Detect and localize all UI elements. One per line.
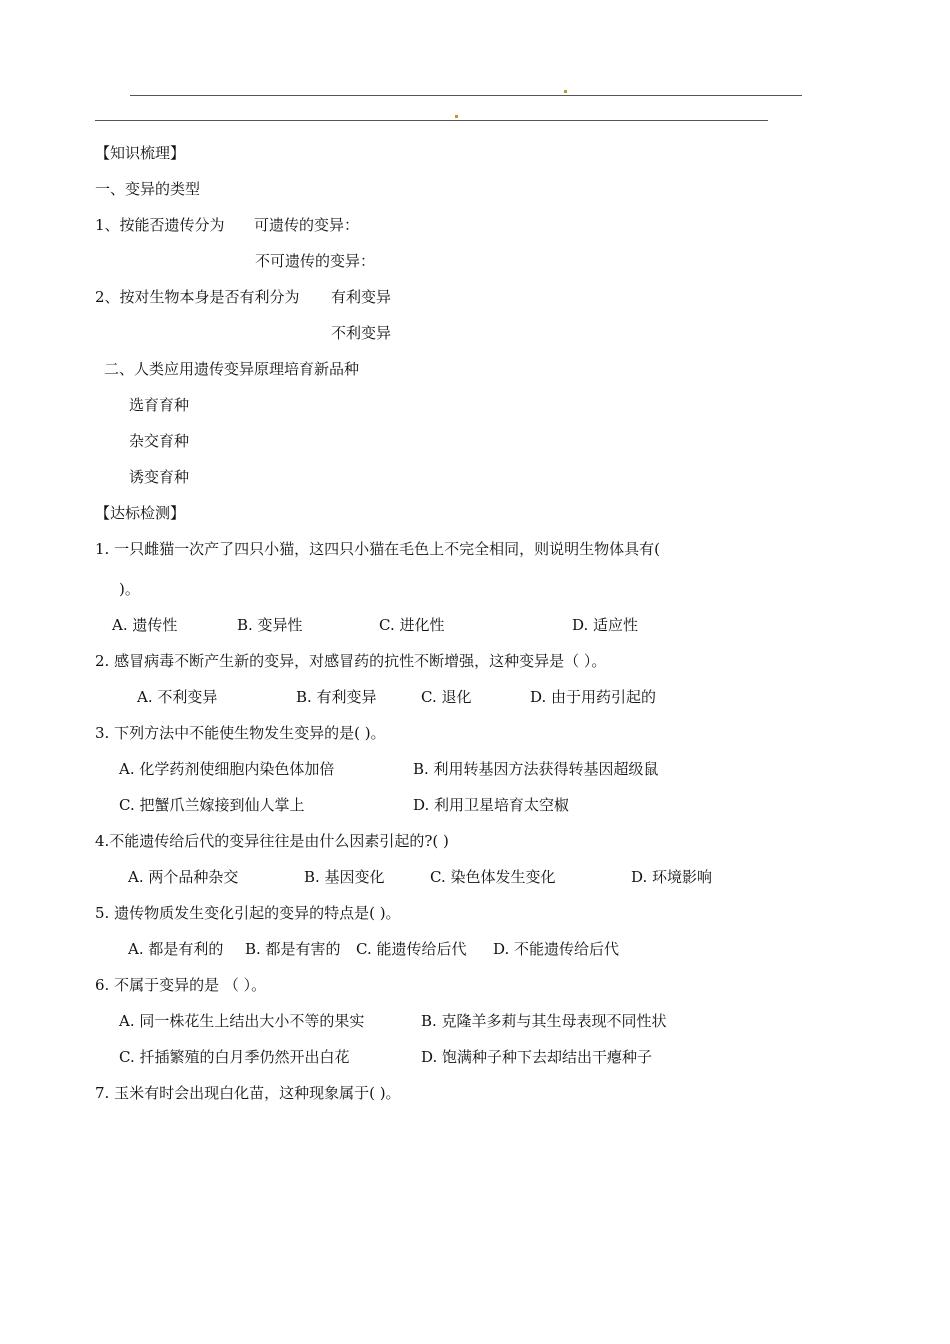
variation-types-heading: 一、变异的类型 xyxy=(95,180,201,198)
question-stem: 1. 一只雌猫一次产了四只小猫，这四只小猫在毛色上不完全相同，则说明生物体具有( xyxy=(95,540,660,558)
question-option: B. 变异性 xyxy=(237,616,303,634)
header-rule-bottom-mark xyxy=(455,115,458,118)
question-option: D. 利用卫星培育太空椒 xyxy=(413,796,570,814)
item2-beneficial: 有利变异 xyxy=(331,288,392,306)
question-stem-continuation: )。 xyxy=(119,580,140,598)
item2-harmful: 不利变异 xyxy=(331,324,392,342)
question-option: A. 遗传性 xyxy=(112,616,178,634)
knowledge-title: 【知识梳理】 xyxy=(95,144,186,162)
question-option: D. 由于用药引起的 xyxy=(530,688,657,706)
question-option: C. 进化性 xyxy=(379,616,445,634)
item2-label: 2、按对生物本身是否有利分为 xyxy=(95,288,300,306)
breeding-item: 诱变育种 xyxy=(129,468,190,486)
question-stem: 7. 玉米有时会出现白化苗，这种现象属于( )。 xyxy=(95,1084,401,1102)
question-option: C. 染色体发生变化 xyxy=(430,868,556,886)
question-option: B. 基因变化 xyxy=(304,868,385,886)
question-option: D. 适应性 xyxy=(572,616,639,634)
breeding-item: 杂交育种 xyxy=(129,432,190,450)
question-option: B. 都是有害的 xyxy=(245,940,341,958)
question-option: C. 扦插繁殖的白月季仍然开出白花 xyxy=(119,1048,350,1066)
question-option: B. 克隆羊多莉与其生母表现不同性状 xyxy=(421,1012,667,1030)
question-option: A. 两个品种杂交 xyxy=(128,868,239,886)
question-option: C. 能遗传给后代 xyxy=(356,940,467,958)
question-option: A. 同一株花生上结出大小不等的果实 xyxy=(119,1012,365,1030)
question-option: B. 利用转基因方法获得转基因超级鼠 xyxy=(413,760,659,778)
question-stem: 3. 下列方法中不能使生物发生变异的是( )。 xyxy=(95,724,386,742)
question-option: A. 不利变异 xyxy=(137,688,218,706)
header-rule-top xyxy=(130,95,802,96)
breeding-item: 选育育种 xyxy=(129,396,190,414)
question-option: A. 化学药剂使细胞内染色体加倍 xyxy=(119,760,335,778)
question-option: C. 退化 xyxy=(421,688,472,706)
question-option: D. 饱满种子种下去却结出干瘪种子 xyxy=(421,1048,653,1066)
question-stem: 6. 不属于变异的是 （ ）。 xyxy=(95,976,267,994)
question-option: D. 不能遗传给后代 xyxy=(493,940,620,958)
header-rule-bottom xyxy=(95,120,768,121)
item1-label: 1、按能否遗传分为 xyxy=(95,216,225,234)
item1-heritable: 可遗传的变异： xyxy=(254,216,360,234)
question-option: B. 有利变异 xyxy=(296,688,377,706)
question-option: A. 都是有利的 xyxy=(128,940,224,958)
question-option: C. 把蟹爪兰嫁接到仙人掌上 xyxy=(119,796,305,814)
question-option: D. 环境影响 xyxy=(631,868,713,886)
question-stem: 5. 遗传物质发生变化引起的变异的特点是( )。 xyxy=(95,904,401,922)
test-title: 【达标检测】 xyxy=(95,504,186,522)
breeding-heading: 二、人类应用遗传变异原理培育新品种 xyxy=(104,360,360,378)
item1-non-heritable: 不可遗传的变异： xyxy=(255,252,376,270)
header-rule-top-mark xyxy=(564,90,567,93)
question-stem: 2. 感冒病毒不断产生新的变异，对感冒药的抗性不断增强，这种变异是（ ）。 xyxy=(95,652,607,670)
question-stem: 4.不能遗传给后代的变异往往是由什么因素引起的?( ) xyxy=(95,832,449,850)
